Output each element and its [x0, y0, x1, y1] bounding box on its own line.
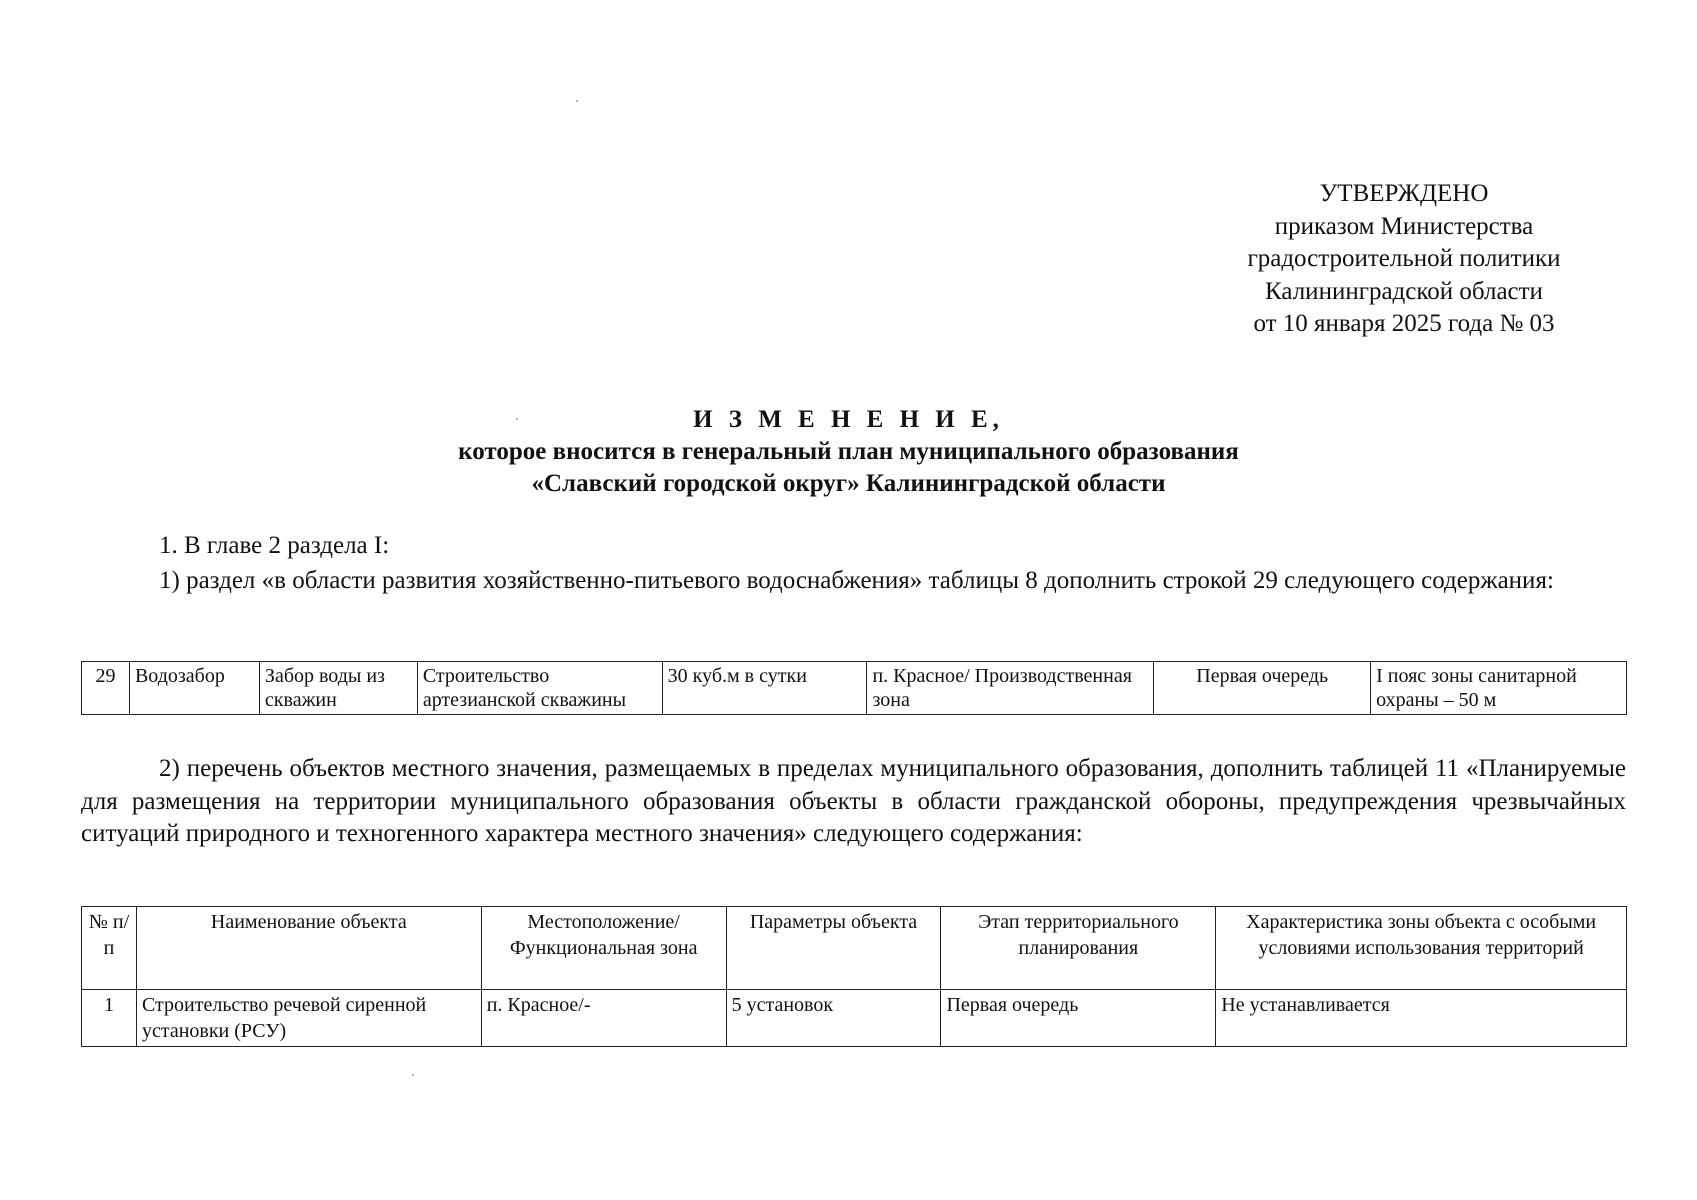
approval-line-policy: градостроительной политики: [1247, 245, 1561, 272]
cell-work: Строительство артезианской скважины: [417, 662, 662, 715]
scan-speck: [516, 418, 518, 420]
header-zone: Характеристика зоны объекта с особыми условиями использования территорий: [1216, 907, 1627, 990]
table-header-row: [82, 907, 1627, 990]
header-number: № п/п: [82, 907, 137, 990]
cell-number: 29: [82, 662, 130, 715]
cell-location: п. Красное/-: [481, 990, 726, 1047]
approval-line-order: приказом Министерства: [1274, 212, 1534, 240]
cell-object: Водозабор: [129, 662, 259, 715]
scan-speck: [412, 1074, 414, 1076]
cell-stage: Первая очередь: [1154, 662, 1371, 715]
cell-purpose: Забор воды из скважин: [259, 662, 417, 715]
header-location: Местоположение/ Функциональная зона: [481, 907, 726, 990]
section-1-item-1: 1) раздел «в области развития хозяйственно-питьевого водоснабжения» таблицы 8 дополнить строкой 29 следующего содержания:: [159, 567, 1554, 594]
cell-number: 1: [82, 990, 137, 1047]
cell-name: Строительство речевой сиренной установки (РСУ): [136, 990, 481, 1047]
cell-capacity: 30 куб.м в сутки: [662, 662, 867, 715]
approval-line-date: от 10 января 2025 года № 03: [1253, 310, 1555, 337]
approval-line-region: Калининградской области: [1265, 277, 1543, 305]
cell-zone: I пояс зоны санитарной охраны – 50 м: [1371, 662, 1627, 715]
approval-stamp-title: УТВЕРЖДЕНО: [1319, 180, 1489, 207]
title-main: И З М Е Н Е Н И Е,: [693, 406, 1004, 433]
table-row: [82, 990, 1627, 1047]
cell-stage: Первая очередь: [941, 990, 1216, 1047]
section-1-heading: 1. В главе 2 раздела I:: [159, 532, 390, 559]
table-11: [81, 906, 1627, 1047]
document-title: [300, 404, 1397, 500]
approval-block: [1218, 178, 1590, 341]
header-stage: Этап территориального планирования: [941, 907, 1216, 990]
cell-zone: Не устанавливается: [1216, 990, 1627, 1047]
header-name: Наименование объекта: [136, 907, 481, 990]
table-row: [82, 662, 1627, 715]
section-1-item-2: 2) перечень объектов местного значения, размещаемых в пределах муниципального образования, дополнить таблицей 11 «Планируемые для размещения на территории муниципального образования объекты в области гражданской обороны, предупреждения чрезвычайных ситуаций природного и техногенного характера местного значения» следующего содержания:: [81, 755, 1626, 847]
title-line-3: «Славский городской округ» Калининградской области: [531, 470, 1166, 497]
title-line-2: которое вносится в генеральный план муниципального образования: [458, 438, 1239, 465]
header-parameters: Параметры объекта: [726, 907, 941, 990]
table-8-row-29: [81, 661, 1627, 715]
cell-parameters: 5 установок: [726, 990, 941, 1047]
cell-location: п. Красное/ Производственная зона: [867, 662, 1154, 715]
scan-speck: [576, 100, 578, 102]
